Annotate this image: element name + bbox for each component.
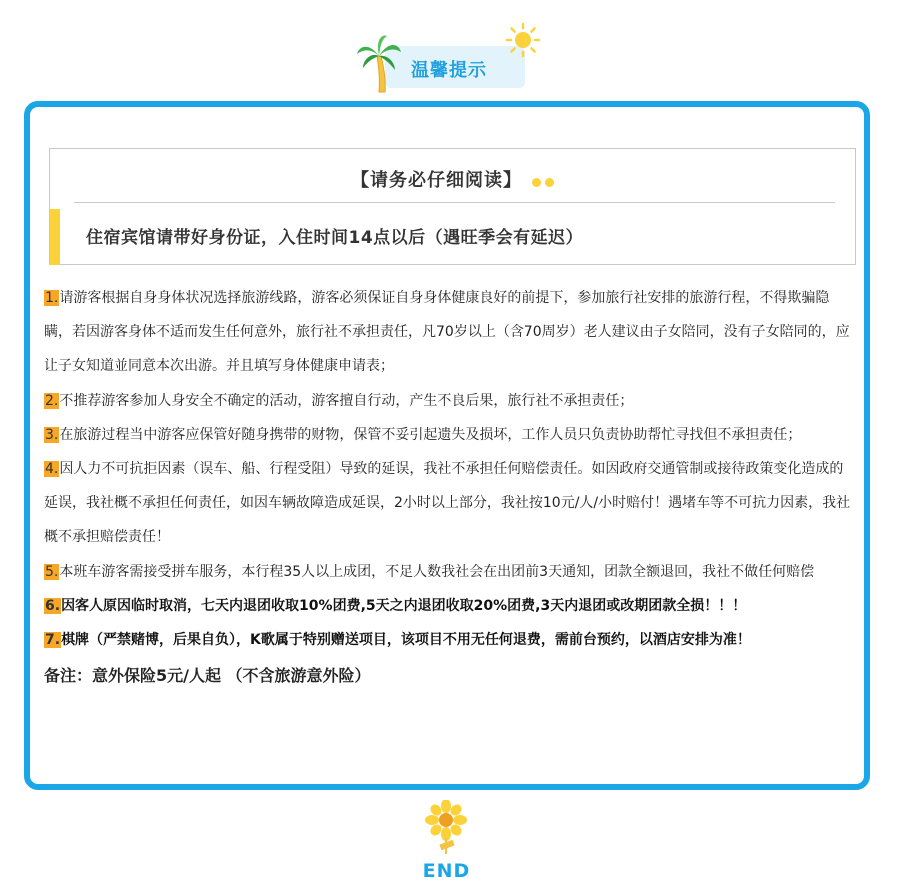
end-label: END [422,860,471,882]
rule-item [44,418,854,452]
accent-bar [50,209,60,265]
rule-number: 6. [45,597,61,614]
rule-text: 在旅游过程当中游客应保管好随身携带的财物，保管不妥引起遗失及损坏，工作人员只负责协助帮忙寻找但不承担责任； [59,426,802,443]
sun-icon [505,22,541,58]
rule-item [44,589,854,623]
remark: 备注：意外保险5元/人起 （不含旅游意外险） [44,666,371,686]
notice-card [24,101,870,790]
tip-header [355,22,540,92]
notice-title-text: 【请务必仔细阅读】 [351,170,522,191]
sunflower-icon [424,800,468,856]
rule-item [44,384,854,418]
rule-number: 3. [45,426,59,443]
rule-text: 本班车游客需接受拼车服务，本行程35人以上成团，不足人数我社会在出团前3天通知，团款全额退回，我社不做任何赔偿 [59,563,815,580]
rule-number: 5. [45,563,59,580]
rule-text: 因人力不可抗拒因素（误车、船、行程受阻）导致的延误，我社不承担任何赔偿责任。如因政府交通管制或接待政策变化造成的延误，我社概不承担任何责任，如因车辆故障造成延误，2小时以上部分，我社按10元/人/小时赔付！遇堵车等不可抗力因素，我社概不承担赔偿责任！ [44,461,851,546]
rule-text: 不推荐游客参加人身安全不确定的活动，游客擅自行动，产生不良后果，旅行社不承担责任； [59,392,634,409]
notice-box [49,148,856,265]
notice-title [50,166,855,192]
rule-text: 棋牌（严禁赌博，后果自负），K歌属于特别赠送项目，该项目不用无任何退费，需前台预约，以酒店安排为准！ [61,632,751,649]
dots-decoration [528,171,554,192]
notice-subtitle: 住宿宾馆请带好身份证，入住时间14点以后（遇旺季会有延迟） [86,228,584,248]
rule-item [44,281,854,384]
rule-number: 1. [45,290,59,306]
divider [74,202,835,203]
palm-tree-icon [355,34,403,94]
rule-text: 因客人原因临时取消，七天内退团收取10%团费,5天之内退团收取20%团费,3天内退团或改期团款全损！！！ [61,597,747,614]
rule-item [44,623,854,657]
rule-number: 4. [45,461,59,478]
rule-number: 2. [45,392,59,409]
rule-item [44,452,854,555]
tip-title: 温馨提示 [411,60,487,81]
rules-list [44,281,854,693]
rule-text: 请游客根据自身身体状况选择旅游线路，游客必须保证自身身体健康良好的前提下，参加旅行社安排的旅游行程，不得欺骗隐瞒，若因游客身体不适而发生任何意外，旅行社不承担责任，凡70岁以上（含70周岁）老人建议由子女陪同，没有子女陪同的，应让子女知道並同意本次出游。并且填写身体健康申请表； [44,290,850,375]
rule-number: 7. [45,632,61,649]
rule-item [44,555,854,589]
